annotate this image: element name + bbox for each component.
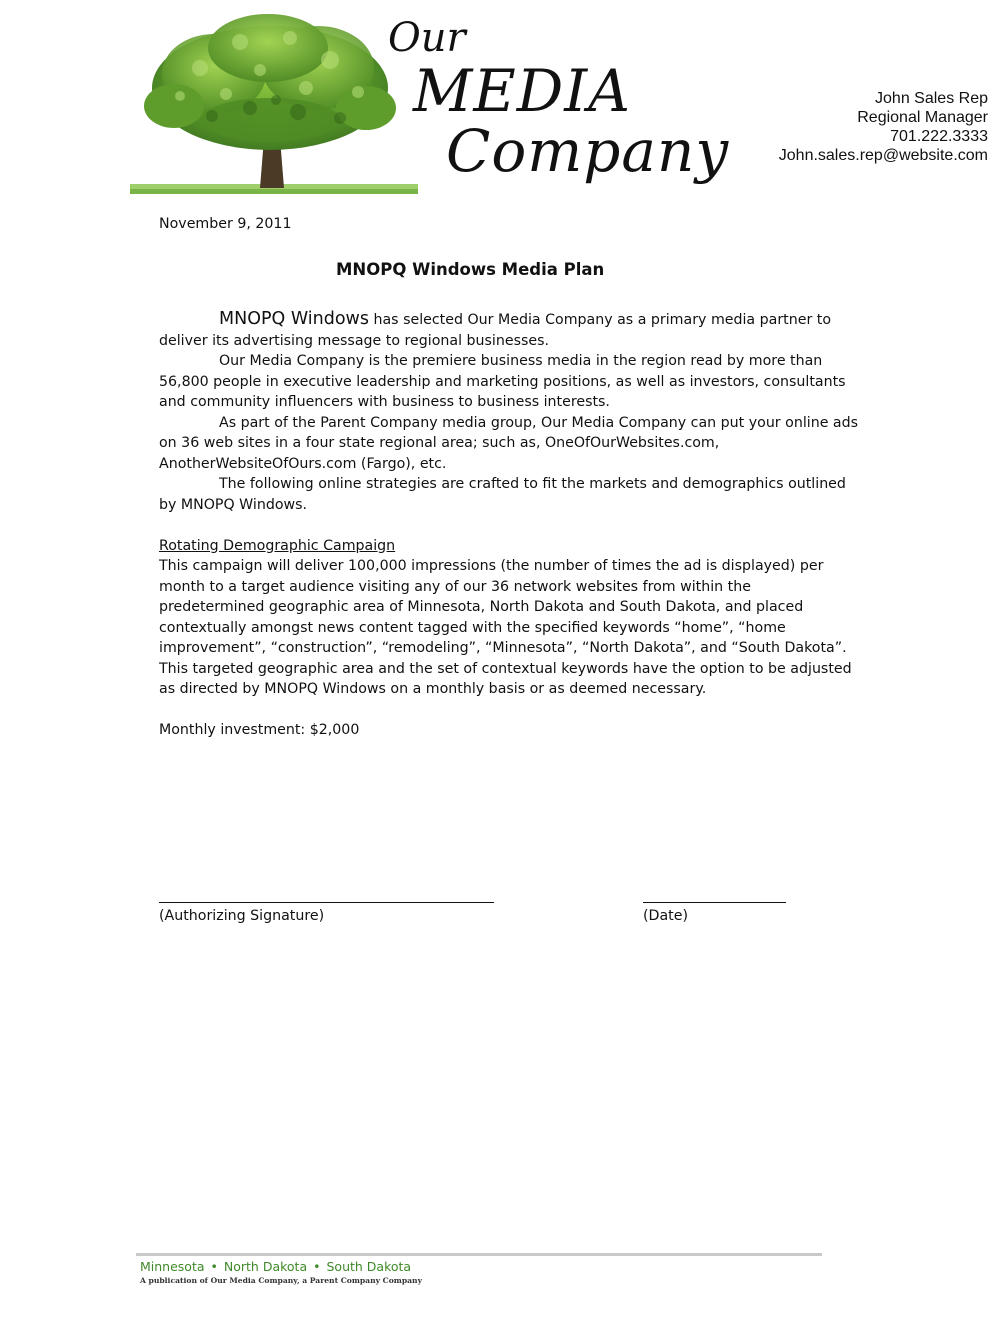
paragraph-intro-text: has selected Our Media Company as a primary media partner to deliver its advertising message to regional businesses. — [159, 312, 832, 349]
contact-title: Regional Manager — [857, 109, 988, 126]
client-name: MNOPQ Windows — [219, 309, 369, 329]
contact-phone: 701.222.3333 — [890, 128, 988, 145]
signature-line[interactable] — [159, 888, 494, 903]
letter-body — [159, 309, 859, 741]
section-title: Rotating Demographic Campaign — [159, 537, 396, 554]
brand-line-our: Our — [388, 15, 466, 61]
footer-states — [140, 1259, 411, 1274]
contact-block — [779, 89, 988, 165]
brand-line-company: Company — [446, 117, 730, 185]
paragraph-readership: Our Media Company is the premiere business media in the region read by more than 56,800 people in executive leadership and marketing positions, as well as investors, consultants and community influencers with business to business interests. — [159, 353, 846, 410]
signature-label: (Authorizing Signature) — [159, 908, 325, 924]
footer-state-north-dakota: North Dakota — [223, 1259, 308, 1274]
brand-line-media: MEDIA — [413, 57, 632, 125]
footer-divider — [136, 1253, 822, 1256]
footer-publication: A publication of Our Media Company, a Parent Company Company — [140, 1276, 422, 1285]
paragraph-intro — [159, 309, 859, 351]
section-body: This campaign will deliver 100,000 impressions (the number of times the ad is displayed) per month to a target audience visiting any of our 36 network websites from within the predetermined geographic area of Minnesota, North Dakota and South Dakota, and placed contextually amongst news content tagged with the specified keywords “home”, “home improvement”, “construction”, “remodeling”, “Minnesota”, “North Dakota”, and “South Dakota”. This targeted geographic area and the set of contextual keywords have the option to be adjusted as directed by MNOPQ Windows on a monthly basis or as deemed necessary. — [159, 558, 852, 697]
paragraph-strategies: The following online strategies are crafted to fit the markets and demographics outlined by MNOPQ Windows. — [159, 476, 846, 513]
oak-tree-icon — [130, 8, 418, 196]
bullet-separator: • — [210, 1259, 218, 1274]
contact-name: John Sales Rep — [875, 90, 988, 107]
monthly-investment: Monthly investment: $2,000 — [159, 722, 360, 738]
date-line[interactable] — [643, 888, 786, 903]
date-label: (Date) — [643, 908, 688, 924]
paragraph-network: As part of the Parent Company media group, Our Media Company can put your online ads on 36 web sites in a four state regional area; such as, OneOfOurWebsites.com, AnotherWebsiteOfOurs.com (Fargo), etc. — [159, 414, 859, 472]
footer-state-south-dakota: South Dakota — [326, 1259, 412, 1274]
contact-email: John.sales.rep@website.com — [778, 147, 988, 164]
letter-date: November 9, 2011 — [159, 216, 292, 232]
page-title: MNOPQ Windows Media Plan — [336, 260, 605, 279]
bullet-separator: • — [313, 1259, 321, 1274]
footer-state-minnesota: Minnesota — [140, 1259, 205, 1274]
